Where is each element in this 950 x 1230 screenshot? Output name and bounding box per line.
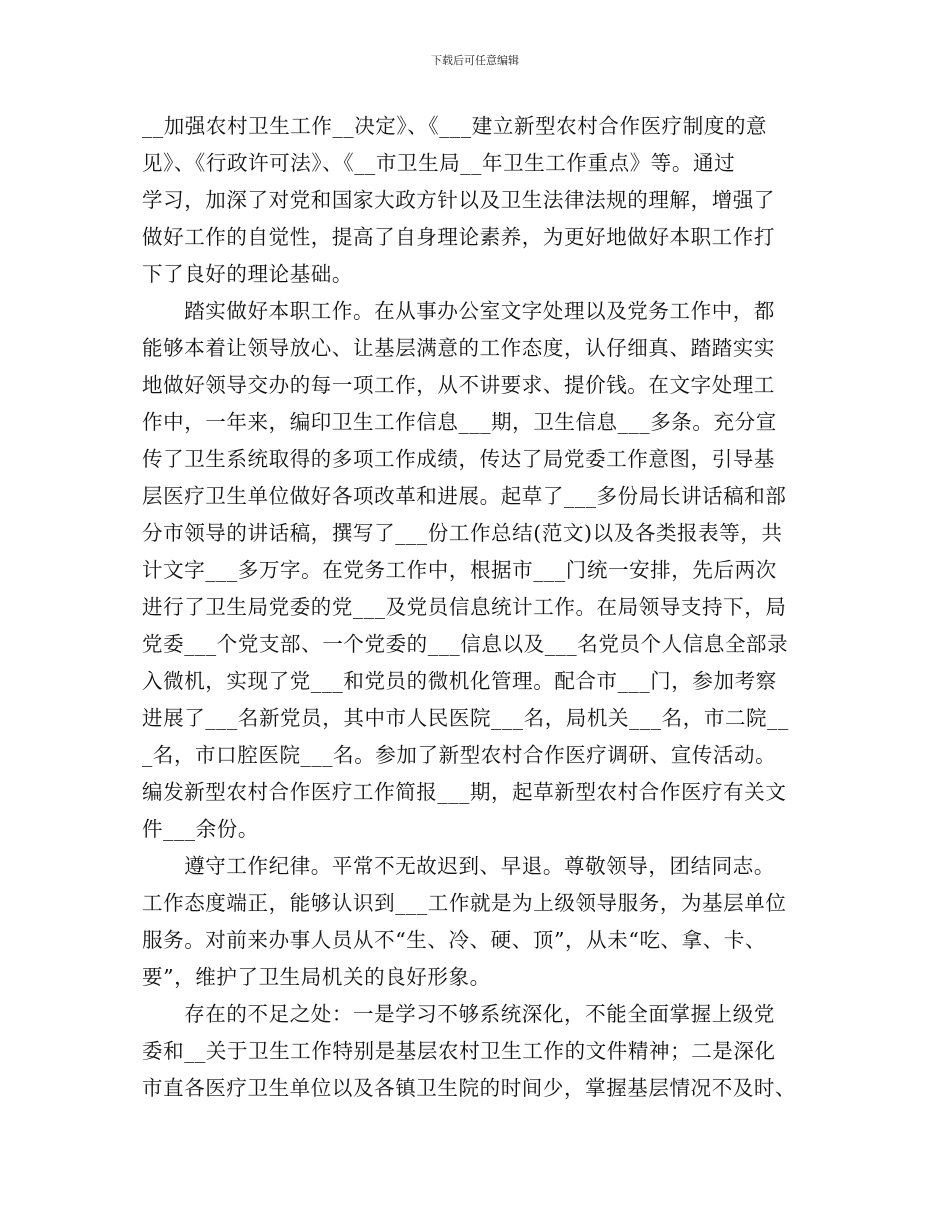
text-line: 党委___个党支部、一个党委的___信息以及___名党员个人信息全部录 xyxy=(142,632,789,656)
text-line: 存在的不足之处：一是学习不够系统深化，不能全面掌握上级党 xyxy=(142,1002,775,1026)
text-line: 做好工作的自觉性，提高了自身理论素养，为更好地做好本职工作打 xyxy=(142,225,775,249)
text-line: 工作态度端正，能够认识到___工作就是为上级领导服务，为基层单位 xyxy=(142,891,787,915)
text-line: 委和__关于卫生工作特别是基层农村卫生工作的文件精神；二是深化 xyxy=(142,1039,776,1063)
text-line: 层医疗卫生单位做好各项改革和进展。起草了___多份局长讲话稿和部 xyxy=(142,484,787,508)
text-line: __加强农村卫生工作__决定》、《___建立新型农村合作医疗制度的意 xyxy=(142,114,768,138)
text-line: 能够本着让领导放心、让基层满意的工作态度，认仔细真、踏踏实实 xyxy=(142,336,775,360)
paragraph xyxy=(142,293,808,848)
text-line: 下了良好的理论基础。 xyxy=(142,262,353,286)
text-line: 地做好领导交办的每一项工作，从不讲要求、提价钱。在文字处理工 xyxy=(142,373,775,397)
text-line: 市直各医疗卫生单位以及各镇卫生院的时间少，掌握基层情况不及时、 xyxy=(142,1076,797,1100)
text-line: 服务。对前来办事人员从不“生、冷、硬、顶”，从未“吃、拿、卡、 xyxy=(142,928,767,952)
text-line: 作中，一年来，编印卫生工作信息___期，卫生信息___多条。充分宣 xyxy=(142,410,777,434)
text-line: _名，市口腔医院___名。参加了新型农村合作医疗调研、宣传活动。 xyxy=(142,743,777,767)
text-line: 入微机，实现了党___和党员的微机化管理。配合市___门，参加考察 xyxy=(142,669,777,693)
paragraph xyxy=(142,108,808,293)
paragraph xyxy=(142,848,808,996)
text-line: 见》、《行政许可法》、《__市卫生局__年卫生工作重点》等。通过 xyxy=(142,151,736,175)
text-line: 分市领导的讲话稿，撰写了___份工作总结(范文)以及各类报表等，共 xyxy=(142,521,783,545)
page-header: 下载后可任意编辑 xyxy=(431,54,519,67)
text-line: 进展了___名新党员，其中市人民医院___名，局机关___名，市二院__ xyxy=(142,706,789,730)
paragraph xyxy=(142,996,808,1107)
text-line: 编发新型农村合作医疗工作简报___期，起草新型农村合作医疗有关文 xyxy=(142,780,787,804)
text-line: 踏实做好本职工作。在从事办公室文字处理以及党务工作中，都 xyxy=(142,299,775,323)
document-body xyxy=(142,108,808,1107)
text-line: 进行了卫生局党委的党___及党员信息统计工作。在局领导支持下，局 xyxy=(142,595,787,619)
text-line: 遵守工作纪律。平常不无故迟到、早退。尊敬领导，团结同志。 xyxy=(142,854,775,878)
text-line: 要”，维护了卫生局机关的良好形象。 xyxy=(142,965,491,989)
text-line: 计文字___多万字。在党务工作中，根据市___门统一安排，先后两次 xyxy=(142,558,777,582)
text-line: 学习，加深了对党和国家大政方针以及卫生法律法规的理解，增强了 xyxy=(142,188,775,212)
text-line: 件___余份。 xyxy=(142,817,259,841)
text-line: 传了卫生系统取得的多项工作成绩，传达了局党委工作意图，引导基 xyxy=(142,447,775,471)
